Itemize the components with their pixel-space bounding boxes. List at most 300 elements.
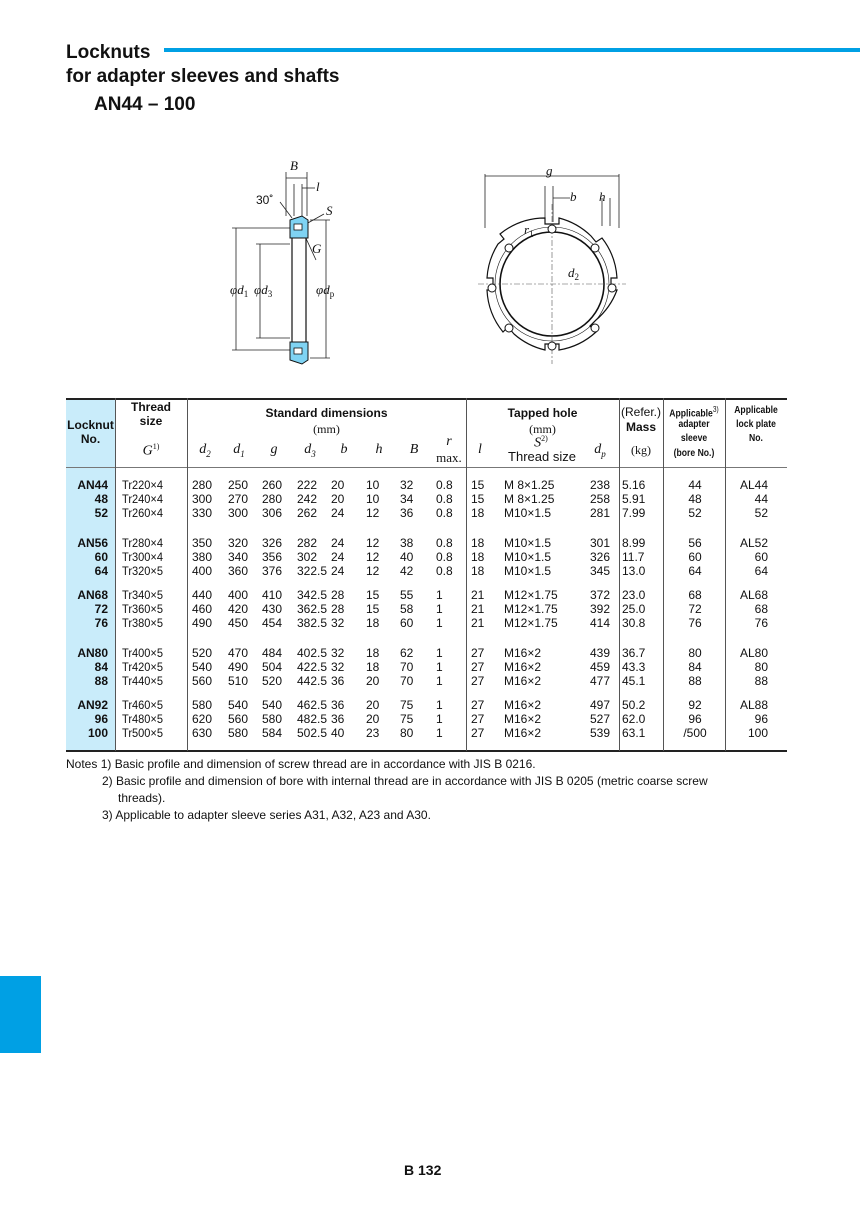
note-2-text-cont: threads). <box>118 791 166 805</box>
cell-S: M12×1.75 <box>504 602 558 616</box>
cell-dp: 527 <box>589 712 610 726</box>
cell-S: M10×1.5 <box>504 550 552 564</box>
cell-B: 40 <box>400 550 414 564</box>
dim-d1-label: φd1 <box>230 282 249 299</box>
cell-sleeve: /500 <box>683 726 707 740</box>
cell-h: 18 <box>366 660 380 674</box>
cell-no: 60 <box>94 550 108 564</box>
cell-h: 12 <box>366 506 380 520</box>
cell-thread: Tr460×5 <box>122 698 164 712</box>
cell-l: 27 <box>471 712 485 726</box>
cell-mass: 63.1 <box>622 726 646 740</box>
cell-thread: Tr380×5 <box>122 616 164 630</box>
cell-thread: Tr500×5 <box>122 726 164 740</box>
cell-B: 70 <box>400 660 414 674</box>
cell-d1: 510 <box>228 674 249 688</box>
cell-sleeve: 76 <box>688 616 702 630</box>
cell-no: AN56 <box>77 536 108 550</box>
notes-prefix: Notes <box>66 757 98 771</box>
cell-no: 52 <box>94 506 108 520</box>
cell-mass: 45.1 <box>622 674 646 688</box>
cell-g: 540 <box>262 698 283 712</box>
header-r: r <box>446 434 452 449</box>
cell-r: 1 <box>436 646 443 660</box>
cell-S: M10×1.5 <box>504 536 552 550</box>
cell-mass: 30.8 <box>622 616 646 630</box>
cell-d2: 540 <box>192 660 213 674</box>
cell-no: AN68 <box>77 588 108 602</box>
cell-B: 55 <box>400 588 414 602</box>
cell-B: 38 <box>400 536 414 550</box>
cell-no: 64 <box>94 564 108 578</box>
header-l: l <box>478 442 482 457</box>
cell-d1: 450 <box>228 616 249 630</box>
cell-r: 0.8 <box>436 564 453 578</box>
cell-r: 1 <box>436 602 443 616</box>
cell-d3: 302 <box>297 550 318 564</box>
cell-plate: 76 <box>754 616 768 630</box>
cell-g: 580 <box>262 712 283 726</box>
cell-dp: 439 <box>589 646 610 660</box>
cell-plate: 100 <box>747 726 768 740</box>
cell-plate: 52 <box>754 506 768 520</box>
cell-no: 76 <box>94 616 108 630</box>
page-title: Locknuts <box>66 42 151 63</box>
cell-mass: 11.7 <box>622 550 645 564</box>
cell-S: M16×2 <box>504 698 542 712</box>
cell-plate: AL68 <box>739 588 768 602</box>
cell-d2: 460 <box>192 602 213 616</box>
dim-S-label: S <box>326 203 333 218</box>
cell-d2: 630 <box>192 726 213 740</box>
cell-plate: AL80 <box>739 646 768 660</box>
cell-r: 1 <box>436 698 443 712</box>
cell-d1: 320 <box>228 536 249 550</box>
cell-B: 75 <box>400 712 414 726</box>
header-plate-1: Applicable <box>734 404 778 416</box>
cell-plate: 68 <box>754 602 768 616</box>
cell-B: 42 <box>400 564 414 578</box>
cell-d3: 282 <box>297 536 318 550</box>
cell-l: 27 <box>471 674 485 688</box>
cell-b: 24 <box>331 550 345 564</box>
header-mass-unit: (kg) <box>631 443 651 457</box>
locknut-section-drawing <box>220 158 350 368</box>
cell-dp: 238 <box>589 478 610 492</box>
cell-dp: 372 <box>589 588 610 602</box>
cell-S: M16×2 <box>504 726 542 740</box>
cell-b: 36 <box>331 674 345 688</box>
dim-h-label: h <box>599 189 606 204</box>
cell-g: 376 <box>262 564 283 578</box>
cell-d1: 490 <box>228 660 249 674</box>
cell-thread: Tr320×5 <box>122 564 164 578</box>
title-rule <box>164 48 860 52</box>
cell-S: M10×1.5 <box>504 506 552 520</box>
cell-mass: 23.0 <box>622 588 646 602</box>
cell-no: 88 <box>94 674 108 688</box>
cell-no: AN92 <box>77 698 108 712</box>
header-dp: $d_p$ <box>594 442 606 459</box>
cell-d1: 580 <box>228 726 249 740</box>
cell-r: 0.8 <box>436 506 453 520</box>
cell-sleeve: 88 <box>688 674 702 688</box>
cell-g: 454 <box>262 616 283 630</box>
locknut-front-view-drawing <box>478 164 628 369</box>
cell-B: 60 <box>400 616 414 630</box>
cell-no: 48 <box>94 492 108 506</box>
cell-mass: 5.16 <box>622 478 646 492</box>
cell-plate: AL44 <box>739 478 768 492</box>
cell-g: 504 <box>262 660 283 674</box>
cell-g: 430 <box>262 602 283 616</box>
cell-thread: Tr280×4 <box>122 536 164 550</box>
cell-no: 84 <box>94 660 108 674</box>
cell-r: 1 <box>436 588 443 602</box>
cell-sleeve: 80 <box>688 646 702 660</box>
cell-h: 23 <box>366 726 380 740</box>
cell-B: 70 <box>400 674 414 688</box>
cell-plate: 64 <box>754 564 768 578</box>
cell-l: 15 <box>471 492 485 506</box>
cell-B: 80 <box>400 726 414 740</box>
cell-d3: 462.5 <box>297 698 328 712</box>
cell-l: 21 <box>471 602 485 616</box>
dim-l-label: l <box>316 179 320 194</box>
cell-d2: 300 <box>192 492 213 506</box>
header-d2: $d_2$ <box>199 442 211 459</box>
cell-B: 34 <box>400 492 414 506</box>
cell-r: 1 <box>436 712 443 726</box>
cell-d2: 350 <box>192 536 213 550</box>
table-row <box>66 564 787 578</box>
cell-d2: 400 <box>192 564 213 578</box>
cell-h: 18 <box>366 616 380 630</box>
cell-r: 0.8 <box>436 478 453 492</box>
cell-g: 280 <box>262 492 283 506</box>
cell-l: 18 <box>471 506 485 520</box>
cell-b: 24 <box>331 536 345 550</box>
header-standard-dimensions: Standard dimensions <box>265 406 388 420</box>
section-tab <box>0 976 41 1053</box>
cell-mass: 25.0 <box>622 602 646 616</box>
table-row <box>66 602 787 616</box>
cell-d1: 250 <box>228 478 249 492</box>
row-group <box>66 646 787 688</box>
cell-mass: 43.3 <box>622 660 646 674</box>
cell-dp: 459 <box>589 660 610 674</box>
cell-h: 20 <box>366 712 380 726</box>
cell-d1: 360 <box>228 564 249 578</box>
cell-l: 18 <box>471 536 485 550</box>
header-d1: $d_1$ <box>233 442 245 459</box>
cell-B: 62 <box>400 646 414 660</box>
cell-d2: 440 <box>192 588 213 602</box>
cell-S: M10×1.5 <box>504 564 552 578</box>
row-group <box>66 536 787 578</box>
cell-mass: 50.2 <box>622 698 646 712</box>
table-row <box>66 536 787 550</box>
cell-g: 326 <box>262 536 283 550</box>
cell-d2: 520 <box>192 646 213 660</box>
series-range: AN44 – 100 <box>94 94 196 115</box>
locknut-dimension-table <box>66 398 787 752</box>
cell-r: 1 <box>436 674 443 688</box>
cell-l: 15 <box>471 478 485 492</box>
cell-d3: 342.5 <box>297 588 328 602</box>
cell-plate: AL52 <box>739 536 768 550</box>
row-group <box>66 588 787 630</box>
header-standard-unit: (mm) <box>313 422 340 436</box>
cell-B: 75 <box>400 698 414 712</box>
cell-l: 27 <box>471 646 485 660</box>
cell-sleeve: 44 <box>688 478 702 492</box>
cell-d3: 262 <box>297 506 318 520</box>
table-row <box>66 646 787 660</box>
header-thread-size: Thread size <box>130 400 171 428</box>
cell-S: M12×1.75 <box>504 588 558 602</box>
cell-d1: 560 <box>228 712 249 726</box>
table-row <box>66 698 787 712</box>
header-B: B <box>409 442 419 457</box>
cell-thread: Tr480×5 <box>122 712 164 726</box>
cell-thread: Tr420×5 <box>122 660 164 674</box>
cell-sleeve: 84 <box>688 660 702 674</box>
cell-S: M16×2 <box>504 660 542 674</box>
cell-h: 20 <box>366 698 380 712</box>
cell-plate: AL88 <box>739 698 768 712</box>
header-plate-3: No. <box>749 432 763 444</box>
cell-B: 32 <box>400 478 414 492</box>
cell-h: 12 <box>366 564 380 578</box>
cell-sleeve: 92 <box>688 698 702 712</box>
cell-d3: 222 <box>297 478 318 492</box>
cell-sleeve: 48 <box>688 492 702 506</box>
cell-no: AN44 <box>77 478 108 492</box>
table-row <box>66 712 787 726</box>
cell-sleeve: 72 <box>688 602 702 616</box>
cell-dp: 414 <box>589 616 610 630</box>
cell-g: 306 <box>262 506 283 520</box>
cell-mass: 13.0 <box>622 564 646 578</box>
cell-l: 21 <box>471 588 485 602</box>
note-1 <box>66 756 786 773</box>
table-row <box>66 506 787 520</box>
note-3-text: 3) Applicable to adapter sleeve series A31, A32, A23 and A30. <box>102 808 431 822</box>
header-sleeve-1: Applicable$^{3)}$ <box>669 405 719 420</box>
cell-B: 58 <box>400 602 414 616</box>
cell-sleeve: 56 <box>688 536 702 550</box>
cell-thread: Tr300×4 <box>122 550 164 564</box>
angle-label: 30˚ <box>256 193 274 207</box>
cell-dp: 392 <box>589 602 610 616</box>
cell-d3: 242 <box>297 492 318 506</box>
cell-d1: 540 <box>228 698 249 712</box>
cell-b: 20 <box>331 492 345 506</box>
cell-thread: Tr360×5 <box>122 602 164 616</box>
header-S: $S^{2)}$ <box>534 434 548 451</box>
cell-S: M16×2 <box>504 674 542 688</box>
note-2-text: 2) Basic profile and dimension of bore with internal thread are in accordance with JIS B 0205 (metric coarse screw <box>102 774 708 788</box>
page-number: B 132 <box>404 1162 442 1178</box>
cell-dp: 301 <box>589 536 610 550</box>
dim-G-label: G <box>312 241 322 256</box>
row-group <box>66 698 787 740</box>
header-sleeve-2: adapter <box>678 418 710 430</box>
cell-thread: Tr440×5 <box>122 674 164 688</box>
header-sleeve-4: (bore No.) <box>673 447 715 459</box>
cell-b: 24 <box>331 506 345 520</box>
cell-no: 96 <box>94 712 108 726</box>
cell-sleeve: 96 <box>688 712 702 726</box>
header-r-max: max. <box>436 450 462 465</box>
cell-h: 15 <box>366 588 380 602</box>
cell-d2: 620 <box>192 712 213 726</box>
cell-l: 21 <box>471 616 485 630</box>
cell-plate: 88 <box>754 674 768 688</box>
cell-S: M16×2 <box>504 646 542 660</box>
cell-r: 0.8 <box>436 536 453 550</box>
cell-h: 10 <box>366 492 380 506</box>
cell-h: 20 <box>366 674 380 688</box>
cell-d2: 330 <box>192 506 213 520</box>
header-g: g <box>270 442 278 457</box>
cell-mass: 8.99 <box>622 536 646 550</box>
cell-l: 27 <box>471 660 485 674</box>
cell-S: M 8×1.25 <box>504 478 555 492</box>
cell-mass: 62.0 <box>622 712 646 726</box>
header-sleeve-3: sleeve <box>680 432 708 444</box>
cell-d1: 400 <box>228 588 249 602</box>
dim-dp-label: φdp <box>316 282 335 299</box>
cell-h: 12 <box>366 536 380 550</box>
cell-b: 20 <box>331 478 345 492</box>
cell-sleeve: 60 <box>688 550 702 564</box>
header-bottom-rule <box>66 467 787 468</box>
cell-dp: 345 <box>589 564 610 578</box>
cell-h: 15 <box>366 602 380 616</box>
cell-g: 356 <box>262 550 283 564</box>
cell-h: 12 <box>366 550 380 564</box>
table-row <box>66 660 787 674</box>
cell-sleeve: 52 <box>688 506 702 520</box>
cell-d3: 362.5 <box>297 602 328 616</box>
cell-thread: Tr400×5 <box>122 646 164 660</box>
cell-r: 0.8 <box>436 492 453 506</box>
cell-g: 520 <box>262 674 283 688</box>
cell-g: 584 <box>262 726 283 740</box>
cell-h: 18 <box>366 646 380 660</box>
cell-thread: Tr240×4 <box>122 492 164 506</box>
table-row <box>66 588 787 602</box>
page-subtitle: for adapter sleeves and shafts <box>66 66 340 87</box>
cell-b: 32 <box>331 660 345 674</box>
cell-dp: 497 <box>589 698 610 712</box>
header-refer: (Refer.) <box>620 405 661 419</box>
header-mass: Mass <box>625 420 657 434</box>
cell-thread: Tr220×4 <box>122 478 164 492</box>
cell-b: 36 <box>331 698 345 712</box>
table-row <box>66 674 787 688</box>
cell-b: 32 <box>331 646 345 660</box>
cell-b: 32 <box>331 616 345 630</box>
cell-d3: 442.5 <box>297 674 328 688</box>
header-thread-G: $G^{1)}$ <box>142 442 160 459</box>
header-tapped-hole: Tapped hole <box>507 406 578 420</box>
cell-d3: 402.5 <box>297 646 328 660</box>
cell-d2: 490 <box>192 616 213 630</box>
cell-r: 1 <box>436 660 443 674</box>
cell-d3: 322.5 <box>297 564 328 578</box>
cell-no: 100 <box>87 726 108 740</box>
cell-d1: 340 <box>228 550 249 564</box>
cell-S: M12×1.75 <box>504 616 558 630</box>
header-d3: $d_3$ <box>304 442 316 459</box>
cell-b: 28 <box>331 588 345 602</box>
cell-sleeve: 68 <box>688 588 702 602</box>
header-S-thread-size: Thread size <box>508 449 576 464</box>
cell-b: 24 <box>331 564 345 578</box>
cell-plate: 60 <box>754 550 768 564</box>
table-row <box>66 478 787 492</box>
cell-g: 410 <box>262 588 283 602</box>
cell-r: 1 <box>436 726 443 740</box>
cell-d3: 482.5 <box>297 712 328 726</box>
cell-no: 72 <box>94 602 108 616</box>
cell-thread: Tr340×5 <box>122 588 164 602</box>
cell-l: 18 <box>471 550 485 564</box>
cell-plate: 44 <box>754 492 768 506</box>
cell-no: AN80 <box>77 646 108 660</box>
cell-b: 40 <box>331 726 345 740</box>
cell-r: 1 <box>436 616 443 630</box>
cell-thread: Tr260×4 <box>122 506 164 520</box>
cell-d3: 422.5 <box>297 660 328 674</box>
cell-mass: 7.99 <box>622 506 646 520</box>
header-b: b <box>340 442 348 457</box>
cell-d2: 560 <box>192 674 213 688</box>
cell-plate: 96 <box>754 712 768 726</box>
notes <box>66 756 786 824</box>
cell-S: M 8×1.25 <box>504 492 555 506</box>
cell-d3: 502.5 <box>297 726 328 740</box>
header-plate-2: lock plate <box>736 418 776 430</box>
dim-d3-label: φd3 <box>254 282 273 299</box>
cell-B: 36 <box>400 506 414 520</box>
table-row <box>66 550 787 564</box>
note-1-text: 1) Basic profile and dimension of screw thread are in accordance with JIS B 0216. <box>100 757 536 771</box>
cell-d2: 380 <box>192 550 213 564</box>
dim-b-label: b <box>570 189 577 204</box>
cell-l: 27 <box>471 698 485 712</box>
cell-dp: 258 <box>589 492 610 506</box>
row-group <box>66 478 787 520</box>
cell-d3: 382.5 <box>297 616 328 630</box>
cell-dp: 326 <box>589 550 610 564</box>
cell-sleeve: 64 <box>688 564 702 578</box>
cell-dp: 281 <box>589 506 610 520</box>
dim-d2-label: d2 <box>568 265 579 282</box>
cell-S: M16×2 <box>504 712 542 726</box>
cell-d2: 280 <box>192 478 213 492</box>
header-tapped-unit: (mm) <box>529 422 556 436</box>
dim-g-label: g <box>546 164 553 178</box>
dim-r1-label: r1 <box>524 222 534 239</box>
cell-b: 36 <box>331 712 345 726</box>
table-row <box>66 726 787 740</box>
header-h: h <box>375 442 383 457</box>
cell-d1: 470 <box>228 646 249 660</box>
